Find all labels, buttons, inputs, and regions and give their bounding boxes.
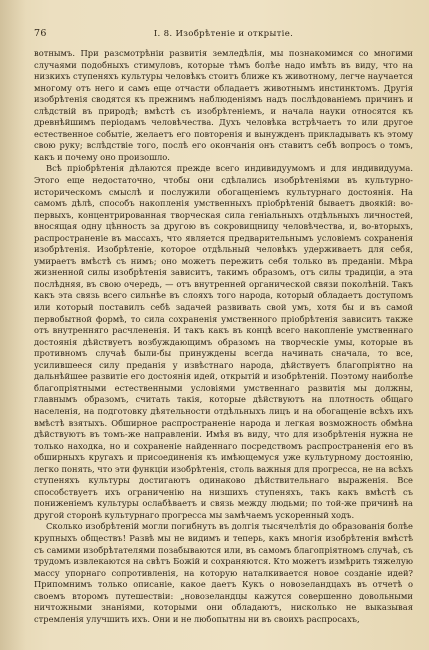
paragraph-2: Всѣ пріобрѣтенія дѣлаются прежде всего индивидуумомъ и для индивидуума. Этого еще недостаточно, чтобы они сдѣлались изобрѣтеніями въ культурно-историческомъ смыслѣ и послужили обогащеніемъ культурнаго достоянія. На самомъ дѣлѣ, способъ накопленія умственныхъ пріобрѣтеній бываетъ двоякій: во-первыхъ, концентрированная творческая сила геніальныхъ отдѣльныхъ личностей, вносящая одну цѣнность за другою въ сокровищницу человѣчества, и, во-вторыхъ, распространеніе въ массахъ, что является предварительнымъ условіемъ сохраненія изобрѣтенія. Изобрѣтеніе, которое отдѣльный человѣкъ удерживаетъ для себя, умираетъ вмѣстѣ съ нимъ; оно можетъ пережить себя только въ преданіи. Мѣра жизненной силы изобрѣтенія зависитъ, такимъ образомъ, отъ силы традиціи, а эта послѣдняя, въ свою очередь, — отъ внутренней органической связи поколѣній. Такъ какъ эта связь всего сильнѣе въ слояхъ того народа, который обладаетъ доступомъ или который поставилъ себѣ задачей развивать свой умъ, хотя бы и въ самой первобытной формѣ, то сила сохраненія умственного пріобрѣтенія зависитъ также отъ внутренняго расчлененія. И такъ какъ въ концѣ всего накопленіе умственнаго достоянія дѣйствуетъ возбуждающимъ образомъ на творческіе умы, которые въ противномъ случаѣ были-бы принуждены всегда начинать сначала, то все, усилившееся силу преданія у извѣстнаго народа, дѣйствуетъ благопріятно на дальнѣйшее развитіе его достоянія идей, открытій и изобрѣтеній. Поэтому наиболѣе благопріятными естественными условіями умственнаго развитія мы должны, главнымъ образомъ, считать такія, которые дѣйствуютъ на плотность общаго населенія, на подготовку дѣятельности отдѣльныхъ лицъ и на обогащеніе всѣхъ ихъ вмѣстѣ взятыхъ. Обширное распространеніе народа и легкая возможность обмѣна дѣйствуютъ въ томъ-же направленіи. Имѣя въ виду, что для изобрѣтенія нужна не только находка, но и сохраненіе найденнаго посредствомъ распространенія его въ обширныхъ кругахъ и присоединенія къ имѣющемуся уже культурному достоянію, легко понять, что эти функціи изобрѣтенія, столь важныя для прогресса, не на всѣхъ ступеняхъ культуры достигаютъ одинаково дѣйствительнаго выраженія. Все способствуетъ ихъ ограниченію на низшихъ ступеняхъ, такъ какъ вмѣстѣ съ пониженіемъ культуры ослабѣваетъ и связь между людьми; по той-же причинѣ на другой сторонѣ культурнаго прогресса мы замѣчаемъ ускоренный ходъ. — [34, 163, 413, 520]
page-header — [34, 28, 413, 40]
paragraph-1: вотнымъ. При разсмотрѣніи развитія земледѣлія, мы познакомимся со многими случаями подобныхъ стимуловъ, которые тѣмъ болѣе надо имѣть въ виду, что на низкихъ ступеняхъ культуры человѣкъ стоитъ ближе къ животному, легче научается многому отъ него и самъ еще отчасти обладаетъ животнымъ инстинктомъ. Другія изобрѣтенія сводятся къ прежнимъ наблюденіямъ надъ послѣдованіемъ причинъ и слѣдствій въ природѣ; вмѣстѣ съ изобрѣтеніемъ, и начала науки относятся къ древнѣйшимъ періодамъ человѣчества. Духъ человѣка встрѣчаетъ то или другое естественное событіе, желаетъ его повторенія и вынужденъ прикладывать къ этому свою руку; вслѣдствіе того, послѣ его окончанія онъ ставитъ себѣ вопросъ о томъ, какъ и почему оно произошло. — [34, 48, 413, 162]
running-head: I. 8. Изобрѣтеніе и открытіе. — [153, 29, 294, 39]
page-number: 76 — [34, 28, 47, 39]
paragraph-3: Сколько изобрѣтеній могли погибнуть въ долгія тысячелѣтія до образованія болѣе крупныхъ обществъ! Развѣ мы не видимъ и теперь, какъ многія изобрѣтенія вмѣстѣ съ самими изобрѣтателями позабываются или, въ самомъ благопріятномъ случаѣ, съ трудомъ извлекаются на свѣтъ Божій и сохраняются. Кто можетъ измѣрить тяжелую массу упорнаго сопротивленія, на которую наталкивается новое созданіе идей? Припомнимъ только описаніе, какое даетъ Кукъ о новозеландцахъ въ отчетѣ о своемъ второмъ путешествіи: „новозеландцы кажутся совершенно довольными ничтожными знаніями, которыми они обладаютъ, нисколько не выказывая стремленія улучшить ихъ. Они и не любопытны ни въ своихъ распросахъ, — [34, 521, 413, 624]
page-body — [34, 48, 413, 644]
page-fold-shadow — [0, 0, 26, 650]
